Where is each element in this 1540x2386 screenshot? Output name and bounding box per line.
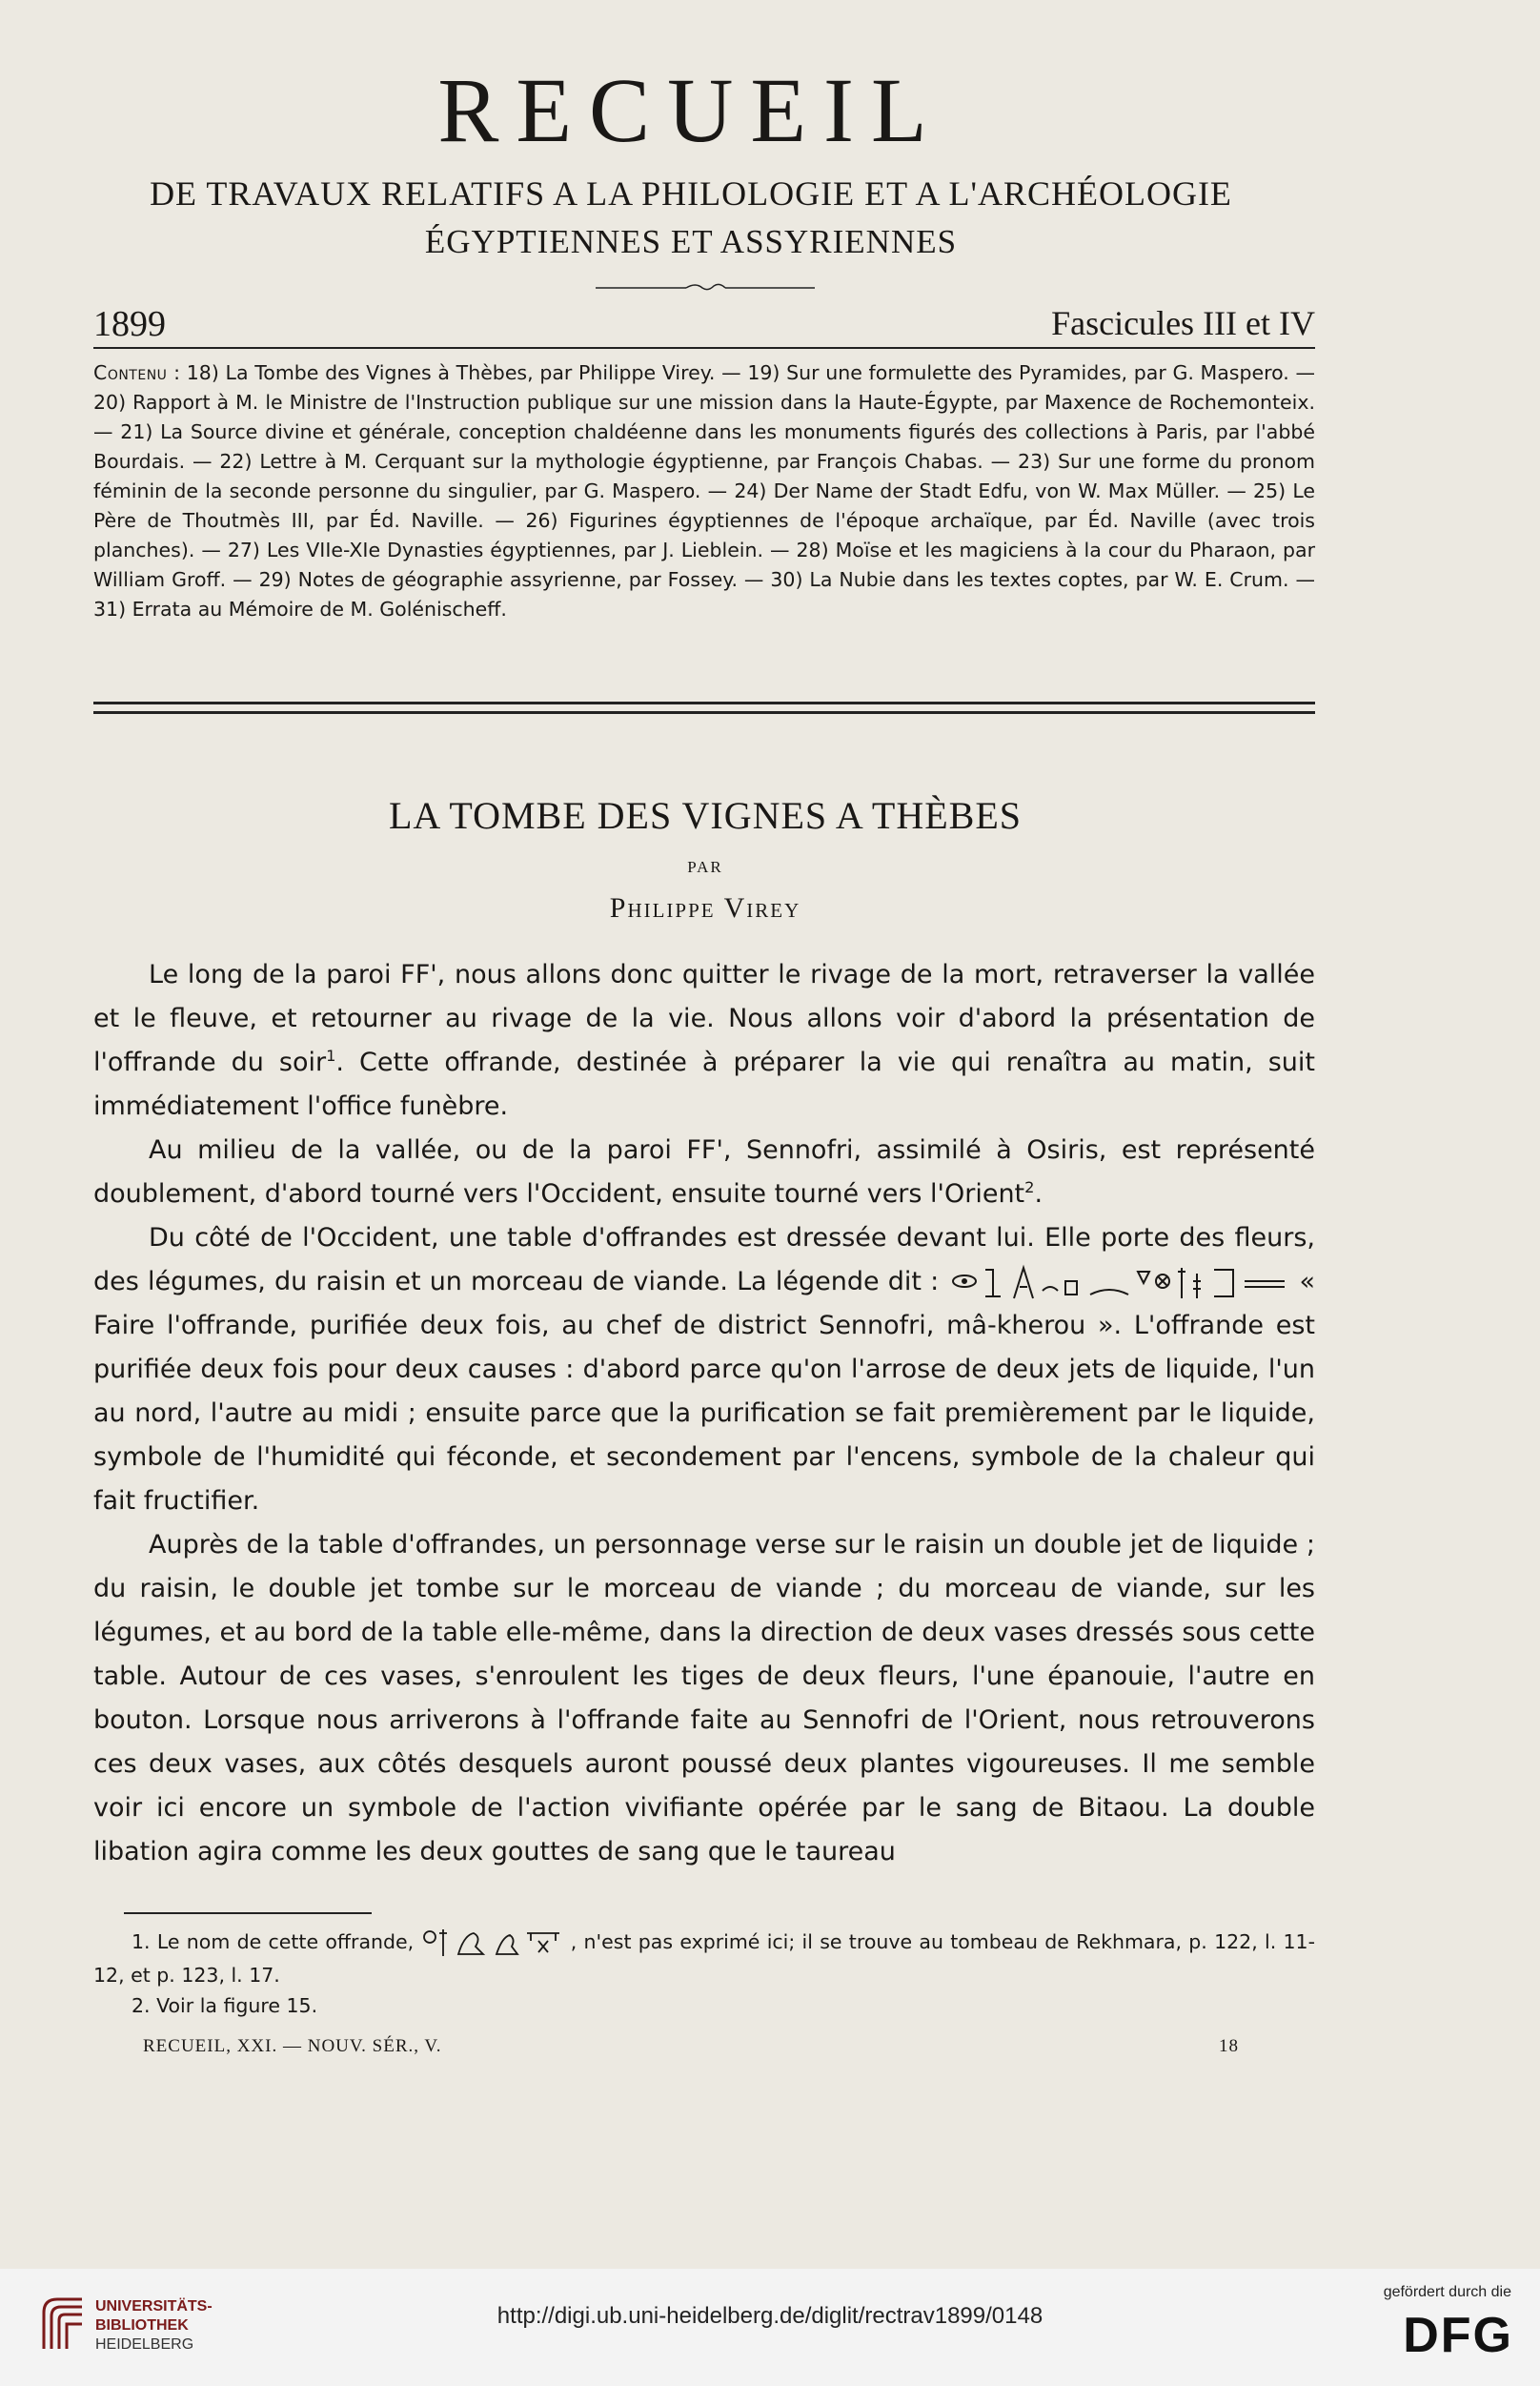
table-of-contents [93, 358, 1315, 624]
page-number: 18 [1219, 2036, 1239, 2056]
article-byline-par: PAR [687, 858, 723, 876]
footnote-ref-2[interactable]: 2 [1024, 1178, 1035, 1196]
ornament-divider-icon [596, 280, 815, 292]
issue-fascicules: Fascicules III et IV [1051, 304, 1315, 342]
running-footer [143, 2036, 1239, 2057]
journal-subtitle-line2: ÉGYPTIENNES ET ASSYRIENNES [424, 223, 958, 260]
footnote-rule [124, 1912, 372, 1914]
permalink-url[interactable]: http://digi.ub.uni-heidelberg.de/diglit/rectrav1899/0148 [496, 2303, 1044, 2329]
footnotes [93, 1926, 1315, 2021]
contents-lead: Contenu [93, 361, 168, 384]
article-author: Philippe Virey [609, 892, 801, 924]
section-rule-upper [93, 702, 1315, 704]
digitization-banner [0, 2269, 1540, 2386]
contents-text: : 18) La Tombe des Vignes à Thèbes, par Philippe Virey. — 19) Sur une formulette des Pyramides, par G. Maspero. — 20) Rapport à M. le Ministre de l'Instruction publique sur une mission dans la Haute-Égypte, par Maxence de Rochemonteix. — 21) La Source divine et générale, conception chaldéenne dans les monuments figurés des collections à Paris, par l'abbé Bourdais. — 22) Lettre à M. Cerquant sur la mythologie égyptienne, par François Chabas. — 23) Sur une forme du pronom féminin de la seconde personne du singulier, par G. Maspero. — 24) Der Name der Stadt Edfu, von W. Max Müller. — 25) Le Père de Thoutmès III, par Éd. Naville. — 26) Figurines égyptiennes de l'époque archaïque, par Éd. Naville (avec trois planches). — 27) Les VIIe-XIe Dynasties égyptiennes, par J. Lieblein. — 28) Moïse et les magiciens à la cour du Pharaon, par William Groff. — 29) Notes de géographie assyrienne, par Fossey. — 30) La Nubie dans les textes coptes, par W. E. Crum. — 31) Errata au Mémoire de M. Golénischeff. [93, 361, 1315, 621]
journal-subtitle-line1: DE TRAVAUX RELATIFS A LA PHILOLOGIE ET A L'ARCHÉOLOGIE [150, 174, 1232, 213]
journal-title: RECUEIL [437, 59, 944, 161]
article-title: LA TOMBE DES VIGNES A THÈBES [388, 794, 1023, 837]
funding-label: gefördert durch die [1383, 2284, 1511, 2300]
paragraph-4: Auprès de la table d'offrandes, un personnage verse sur le raisin un double jet de liquide ; du raisin, le double jet tombe sur le morceau de viande ; du morceau de viande, sur les légumes, et au bord de la table elle-même, dans la direction de deux vases dressés sous cette table. Autour de ces vases, s'enroulent les tiges de deux fleurs, l'une épanouie, l'autre en bouton. Lorsque nous arriverons à l'offrande faite au Sennofri de l'Orient, nous retrouverons ces deux vases, aux côtés desquels auront poussé deux plantes vigoureuses. Il me semble voir ici encore un symbole de l'action vivifiante opérée par le sang de Bitaou. La double libation agira comme les deux gouttes de sang que le taureau [93, 1530, 1315, 1866]
hieroglyph-offering-name-icon [420, 1926, 563, 1960]
paragraph-3: Du côté de l'Occident, une table d'offrandes est dressée devant lui. Elle porte des fleurs, des légumes, du raisin et un morceau de viande. La légende dit : « Faire l'offrande, purifiée deux fois, au chef de district Sennofri, mâ-kherou ». L'offrande est purifiée deux fois pour deux causes : d'abord parce qu'on l'arrose de deux jets de liquide, l'un au nord, l'autre au midi ; ensuite parce que la purification se fait premièrement par le liquide, symbole de l'humidité qui féconde, et secondement par l'encens, symbole de la chaleur qui fait fructifier. [93, 1223, 1315, 1516]
institution-name[interactable]: UNIVERSITÄTS- BIBLIOTHEK HEIDELBERG [95, 2298, 213, 2353]
hieroglyph-legend-icon [947, 1262, 1290, 1304]
dfg-logo[interactable]: DFG [1403, 2308, 1513, 2363]
paragraph-2: Au milieu de la vallée, ou de la paroi FF', Sennofri, assimilé à Osiris, est représenté doublement, d'abord tourné vers l'Occident, ensuite tourné vers l'Orient$^2$. [93, 1135, 1315, 1209]
header-rule [93, 347, 1315, 349]
footnote-2: 2. Voir la figure 15. [132, 1994, 318, 2017]
footnote-1: 1. Le nom de cette offrande, , n'est pas exprimé ici; il se trouve au tombeau de Rekhmara, p. 122, l. 11-12, et p. 123, l. 17. [93, 1926, 1315, 1990]
footnote-ref-1[interactable]: 1 [326, 1047, 336, 1065]
running-footer-journal: RECUEIL, XXI. — NOUV. SÉR., V. [143, 2036, 442, 2056]
paragraph-1: Le long de la paroi FF', nous allons donc quitter le rivage de la mort, retraverser la vallée et le fleuve, et retourner au rivage de la vie. Nous allons voir d'abord la présentation de l'offrande du soir$^1$. Cette offrande, destinée à préparer la vie qui renaîtra au matin, suit immédiatement l'office funèbre. [93, 960, 1315, 1121]
section-rule-lower [93, 711, 1315, 714]
issue-year: 1899 [93, 304, 166, 344]
article-body [93, 953, 1315, 1874]
